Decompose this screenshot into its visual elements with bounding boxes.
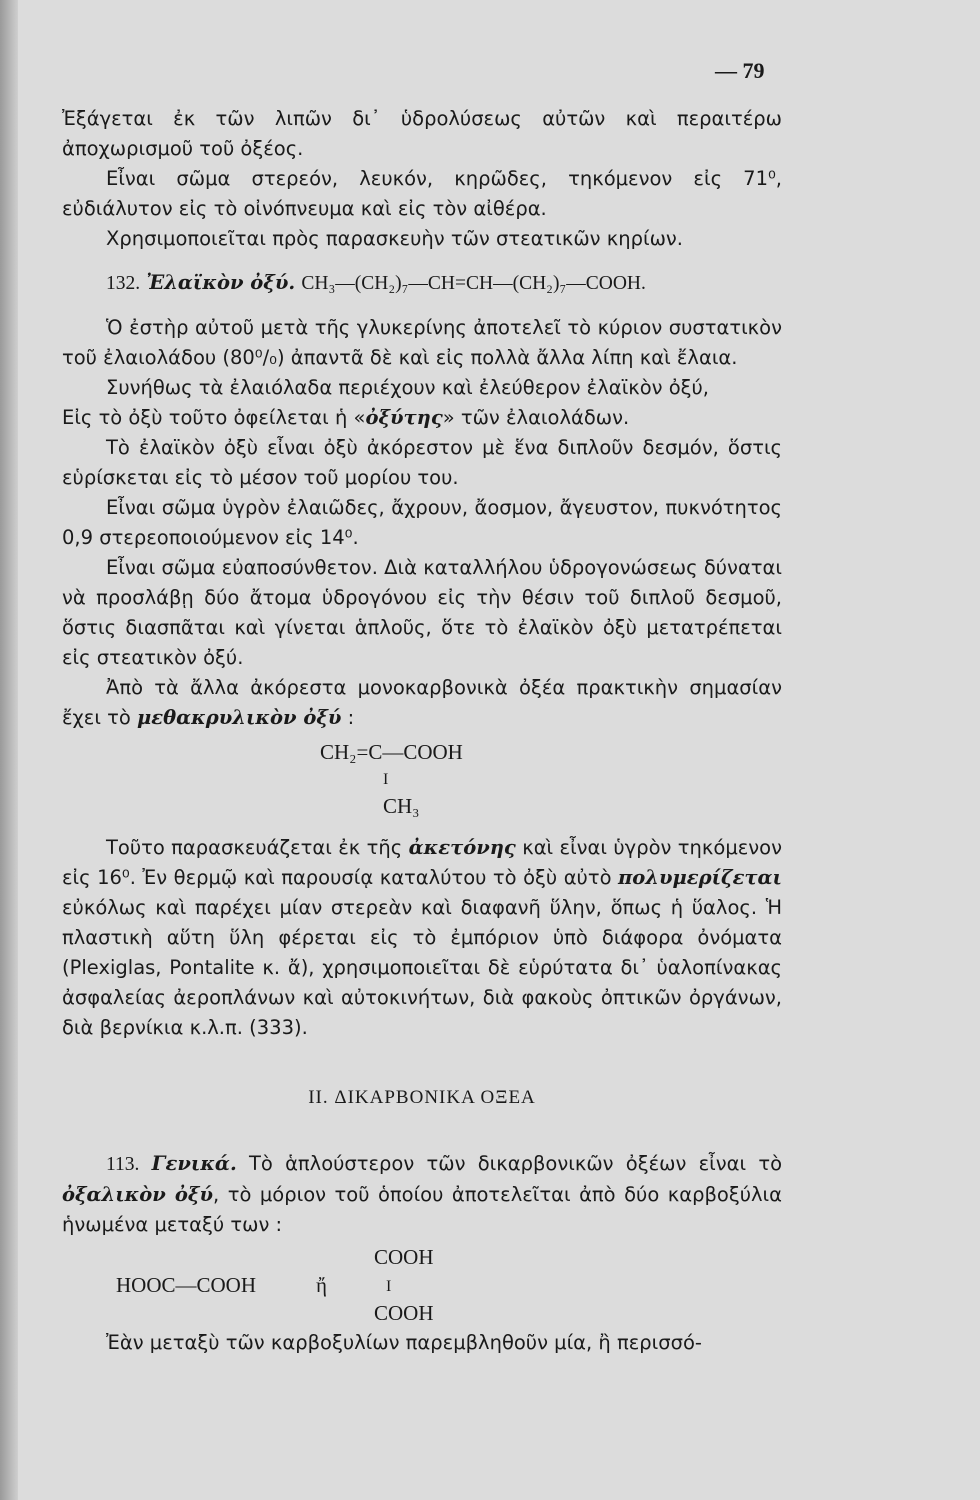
text-run: » τῶν ἐλαιολάδων. bbox=[442, 406, 630, 429]
formula-bond: I bbox=[383, 771, 389, 788]
paragraph: Συνήθως τὰ ἐλαιόλαδα περιέχουν καὶ ἐλεύθερον ἐλαϊκὸν ὀξύ, bbox=[106, 376, 710, 399]
text-run: Τοῦτο παρασκευάζεται ἐκ τῆς bbox=[106, 836, 409, 859]
section-title: Γενικά. bbox=[151, 1152, 237, 1175]
italic-term: ὀξύτης bbox=[365, 406, 443, 429]
paragraph: Ἐὰν μεταξὺ τῶν καρβοξυλίων παρεμβληθοῦν μία, ἢ περισσό- bbox=[106, 1331, 702, 1354]
oxalic-acid-structure bbox=[62, 1240, 782, 1328]
text-run: Εἰς τὸ ὀξὺ τοῦτο ὀφείλεται ἡ « bbox=[62, 406, 366, 429]
text-run: , τὸ μόριον τοῦ ὁποίου ἀποτελεῖται ἀπὸ δύο καρβοξύλια ἡνωμένα μεταξύ των : bbox=[62, 1183, 782, 1236]
paragraph: Εἶναι σῶμα εὐαποσύνθετον. Διὰ καταλλήλου ὑδρογονώσεως δύναται νὰ προσλάβῃ δύο ἄτομα ὑδρογόνου εἰς τὴν θέσιν τοῦ διπλοῦ δεσμοῦ, ὅστις διασπᾶται καὶ γίνεται ἁπλοῦς, ὅτε τὸ ἐλαϊκὸν ὀξὺ μετατρέπεται εἰς στεατικὸν ὀξύ. bbox=[62, 556, 782, 669]
paragraph: Εἶναι σῶμα στερεόν, λευκόν, κηρῶδες, τηκόμενον εἰς 71⁰, εὐδιάλυτον εἰς τὸ οἰνόπνευμα καὶ εἰς τὸν αἰθέρα. bbox=[62, 167, 782, 220]
methacrylic-acid-structure bbox=[62, 733, 782, 833]
italic-term: πολυμερίζεται bbox=[618, 866, 782, 889]
italic-term: μεθακρυλικὸν ὀξύ bbox=[137, 706, 342, 729]
text-run: Ἀπὸ τὰ ἄλλα ἀκόρεστα μονοκαρβονικὰ ὀξέα πρακτικὴν σημασίαν ἔχει τὸ bbox=[62, 676, 782, 729]
section-heading: II. ΔΙΚΑΡΒΟΝΙΚΑ ΟΞΕΑ bbox=[308, 1087, 536, 1108]
text-run: εὐκόλως καὶ παρέχει μίαν στερεὰν καὶ διαφανῆ ὕλην, ὅπως ἡ ὕαλος. Ἡ πλαστικὴ αὕτη ὕλη φέρεται εἰς τὸ ἐμπόριον ὑπὸ διάφορα ὀνόματα (Plexiglas, Pontalite κ. ἄ), χρησιμοποιεῖται δὲ εὑρύτατα δι᾿ ὑαλοπίνακας ἀσφαλείας ἀεροπλάνων καὶ αὐτοκινήτων, διὰ φακοὺς ὀπτικῶν ὀργάνων, διὰ βερνίκια κ.λ.π. (333). bbox=[62, 896, 782, 1039]
section-title: Ἐλαϊκὸν ὀξύ. bbox=[146, 271, 296, 294]
formula-top: COOH bbox=[374, 1245, 434, 1269]
section-132-header bbox=[62, 268, 782, 299]
section-number: 132. bbox=[106, 273, 141, 294]
formula-linear: HOOC—COOH bbox=[116, 1273, 257, 1297]
page-body bbox=[62, 104, 782, 1358]
paragraph: Τὸ ἐλαϊκὸν ὀξὺ εἶναι ὀξὺ ἀκόρεστον μὲ ἕνα διπλοῦν δεσμόν, ὅστις εὑρίσκεται εἰς τὸ μέσον τοῦ μορίου του. bbox=[62, 436, 782, 489]
text-run: Τὸ ἁπλούστερον τῶν δικαρβονικῶν ὀξέων εἶναι τὸ bbox=[236, 1152, 782, 1175]
paragraph bbox=[62, 403, 782, 433]
paragraph bbox=[62, 833, 782, 1043]
paragraph: Εἶναι σῶμα ὑγρὸν ἐλαιῶδες, ἄχρουν, ἄοσμον, ἄγευστον, πυκνότητος 0,9 στερεοποιούμενον εἰς 14⁰. bbox=[62, 496, 782, 549]
paragraph: Ἐξάγεται ἐκ τῶν λιπῶν δι᾿ ὑδρολύσεως αὐτῶν καὶ περαιτέρω ἀποχωρισμοῦ τοῦ ὀξέος. bbox=[62, 107, 782, 160]
page-number: — 79 bbox=[715, 58, 765, 83]
text-run: : bbox=[341, 706, 355, 729]
formula-top: CH₂=C—COOH bbox=[320, 740, 463, 764]
oleic-acid-formula: CH₃—(CH₂)₇—CH=CH—(CH₂)₇—COOH. bbox=[301, 273, 646, 294]
page-edge bbox=[0, 0, 18, 1500]
section-113-paragraph bbox=[62, 1149, 782, 1240]
paragraph: Χρησιμοποιεῖται πρὸς παρασκευὴν τῶν στεατικῶν κηρίων. bbox=[106, 227, 683, 250]
formula-bottom: CH₃ bbox=[383, 794, 420, 818]
text-run: καὶ εἶναι ὑγρὸν τηκόμενον εἰς 16⁰. Ἐν θερμῷ καὶ παρουσίᾳ καταλύτου τὸ ὀξὺ αὐτὸ bbox=[62, 836, 782, 889]
italic-term: ἀκετόνης bbox=[408, 836, 516, 859]
formula-bond: I bbox=[386, 1278, 392, 1295]
italic-term: ὀξαλικὸν ὀξύ bbox=[62, 1183, 214, 1206]
formula-or: ἤ bbox=[316, 1273, 327, 1297]
paragraph bbox=[62, 673, 782, 733]
paragraph: Ὁ ἐστὴρ αὐτοῦ μετὰ τῆς γλυκερίνης ἀποτελεῖ τὸ κύριον συστατικὸν τοῦ ἐλαιολάδου (80⁰/₀) ἀπαντᾶ δὲ καὶ εἰς πολλὰ ἄλλα λίπη καὶ ἔλαια. bbox=[62, 316, 782, 369]
section-number: 113. bbox=[106, 1154, 140, 1175]
formula-bottom: COOH bbox=[374, 1301, 434, 1325]
